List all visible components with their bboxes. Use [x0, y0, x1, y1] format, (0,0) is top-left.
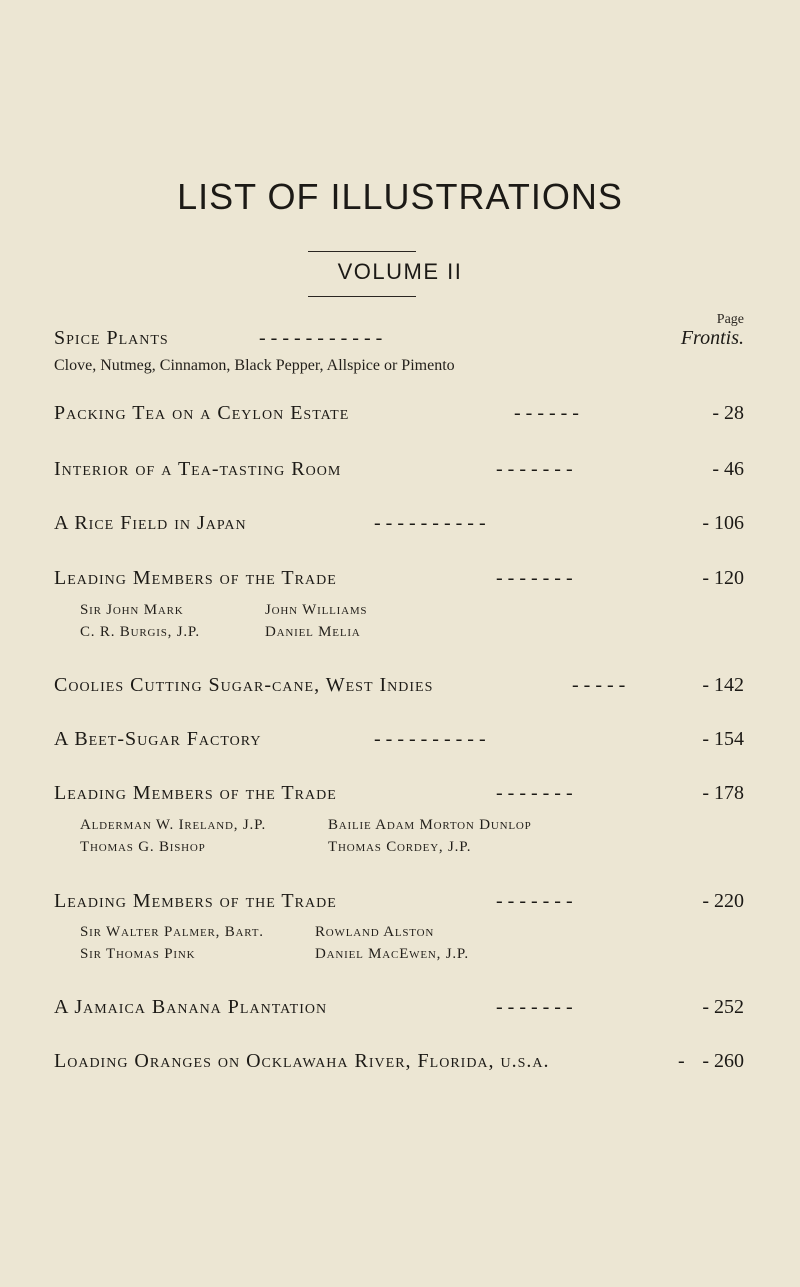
person-name: Thomas G. Bishop: [80, 839, 206, 855]
person-name: Alderman W. Ireland, J.P.: [80, 817, 267, 833]
list-item: [54, 327, 744, 357]
person-name: C. R. Burgis, J.P.: [80, 624, 200, 640]
illustration-title: A Jamaica Banana Plantation: [54, 996, 328, 1018]
illustration-title: A Beet-Sugar Factory: [54, 728, 262, 750]
illustration-title: Packing Tea on a Ceylon Estate: [54, 402, 350, 424]
dot-leader: - - - - -: [572, 674, 626, 696]
illustration-caption: Clove, Nutmeg, Cinnamon, Black Pepper, Allspice or Pimento: [54, 357, 455, 374]
dot-leader: -: [678, 1050, 685, 1072]
rule-below-volume: [308, 296, 416, 297]
person-name: Thomas Cordey, J.P.: [328, 839, 472, 855]
illustration-title: Leading Members of the Trade: [54, 567, 337, 589]
dot-leader: - - - - - - - - - - -: [259, 327, 383, 349]
dot-leader: - - - - - - -: [496, 458, 573, 480]
dot-leader: - - - - - - -: [496, 996, 573, 1018]
person-name: John Williams: [265, 602, 368, 618]
page-number: Frontis.: [680, 327, 744, 349]
person-name: Bailie Adam Morton Dunlop: [328, 817, 532, 833]
illustration-title: A Rice Field in Japan: [54, 512, 247, 534]
page-title: LIST OF ILLUSTRATIONS: [177, 176, 623, 217]
list-item: [54, 458, 744, 488]
illustration-title: Coolies Cutting Sugar-cane, West Indies: [54, 674, 434, 696]
illustration-title: Leading Members of the Trade: [54, 782, 337, 804]
person-name: Daniel MacEwen, J.P.: [315, 946, 469, 962]
page-number: - 28: [712, 402, 744, 424]
list-item: [54, 782, 744, 812]
dot-leader: - - - - - - -: [496, 890, 573, 912]
dot-leader: - - - - - - - - - -: [374, 512, 486, 534]
page-number: - 154: [702, 728, 744, 750]
illustration-title: Loading Oranges on Ocklawaha River, Florida, u.s.a.: [54, 1050, 550, 1072]
page-column-label: Page: [716, 312, 744, 327]
person-name: Rowland Alston: [315, 924, 435, 940]
dot-leader: - - - - - -: [514, 402, 579, 424]
dot-leader: - - - - - - -: [496, 782, 573, 804]
list-item: [54, 674, 744, 704]
illustration-title: Spice Plants: [54, 327, 169, 349]
illustration-title: Interior of a Tea-tasting Room: [54, 458, 342, 480]
page-number: - 106: [702, 512, 744, 534]
list-item: [54, 402, 744, 432]
person-name: Sir John Mark: [80, 602, 184, 618]
page-number: - 220: [702, 890, 744, 912]
page-number: - 252: [702, 996, 744, 1018]
page-number: - 120: [702, 567, 744, 589]
list-item: [54, 728, 744, 758]
person-name: Daniel Melia: [265, 624, 361, 640]
page-number: - 260: [702, 1050, 744, 1072]
dot-leader: - - - - - - - - - -: [374, 728, 486, 750]
volume-title: VOLUME II: [337, 259, 463, 284]
list-item: [54, 890, 744, 920]
person-name: Sir Walter Palmer, Bart.: [80, 924, 264, 940]
list-item: [54, 567, 744, 597]
list-item: [54, 512, 744, 542]
page-number: - 46: [712, 458, 744, 480]
page-number: - 178: [702, 782, 744, 804]
rule-above-volume: [308, 251, 416, 252]
illustration-title: Leading Members of the Trade: [54, 890, 337, 912]
list-item: [54, 1050, 744, 1080]
list-item: [54, 996, 744, 1026]
page-number: - 142: [702, 674, 744, 696]
dot-leader: - - - - - - -: [496, 567, 573, 589]
person-name: Sir Thomas Pink: [80, 946, 196, 962]
